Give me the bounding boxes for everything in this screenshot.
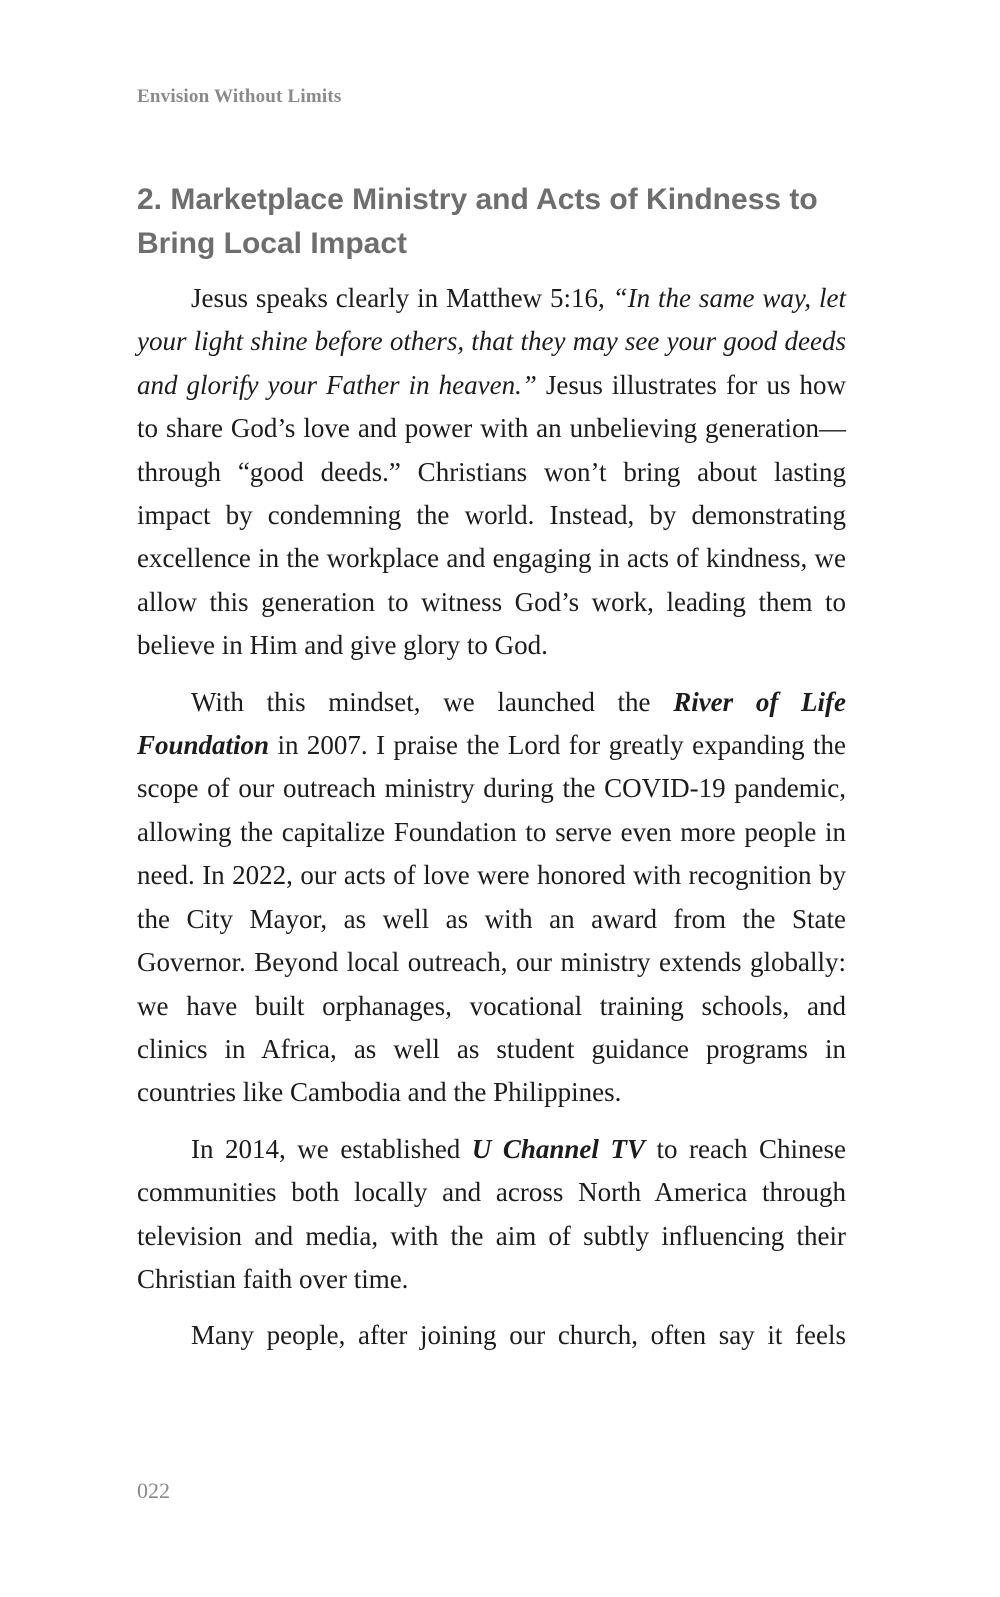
paragraph-1-lead: Jesus speaks clearly in Matthew 5:16, (191, 283, 613, 313)
paragraph-3 (137, 1128, 846, 1302)
section-heading (137, 178, 857, 266)
paragraph-4-text: Many people, after joining our church, often say it feels (191, 1320, 846, 1351)
running-head: Envision Without Limits (137, 86, 342, 107)
channel-name: U Channel TV (471, 1133, 645, 1164)
paragraph-3-lead: In 2014, we established (191, 1133, 472, 1164)
paragraph-2-rest: in 2007. I praise the Lord for greatly expanding the scope of our outreach ministry during the COVID-19 pandemic, allowing the capitalize Foundation to serve even more people in need. In 2022, our acts of love were honored with recognition by the City Mayor, as well as with an award from the State Governor. Beyond local outreach, our ministry extends globally: we have built orphanages, vocational training schools, and clinics in Africa, as well as student guidance programs in countries like Cambodia and the Philippines. (137, 730, 846, 1108)
section-heading-line2: Bring Local Impact (137, 227, 408, 260)
paragraph-2 (137, 681, 846, 1115)
paragraph-1 (137, 277, 846, 668)
body-text (137, 277, 846, 1371)
foundation-name: River of Life Foundation (137, 686, 846, 761)
paragraph-1-rest: Jesus illustrates for us how to share God’s love and power with an unbelieving generation— through “good deeds.” Christians won’t bring about lasting impact by condemning the world. Instead, by demonstrating excellence in the workplace and engaging in acts of kindness, we allow this generation to witness God’s work, leading them to believe in Him and give glory to God. (137, 369, 846, 661)
scripture-quote: “In the same way, let your light shine before others, that they may see your good deeds and glorify your Father in heaven.” (137, 283, 846, 400)
paragraph-4 (137, 1314, 846, 1357)
section-heading-line1: 2. Marketplace Ministry and Acts of Kindness to (137, 183, 818, 216)
page-number: 022 (137, 1478, 170, 1503)
paragraph-3-rest: to reach Chinese communities both locally and across North America through television and media, with the aim of subtly influencing their Christian faith over time. (137, 1133, 847, 1294)
paragraph-2-lead: With this mindset, we launched the (191, 686, 674, 717)
